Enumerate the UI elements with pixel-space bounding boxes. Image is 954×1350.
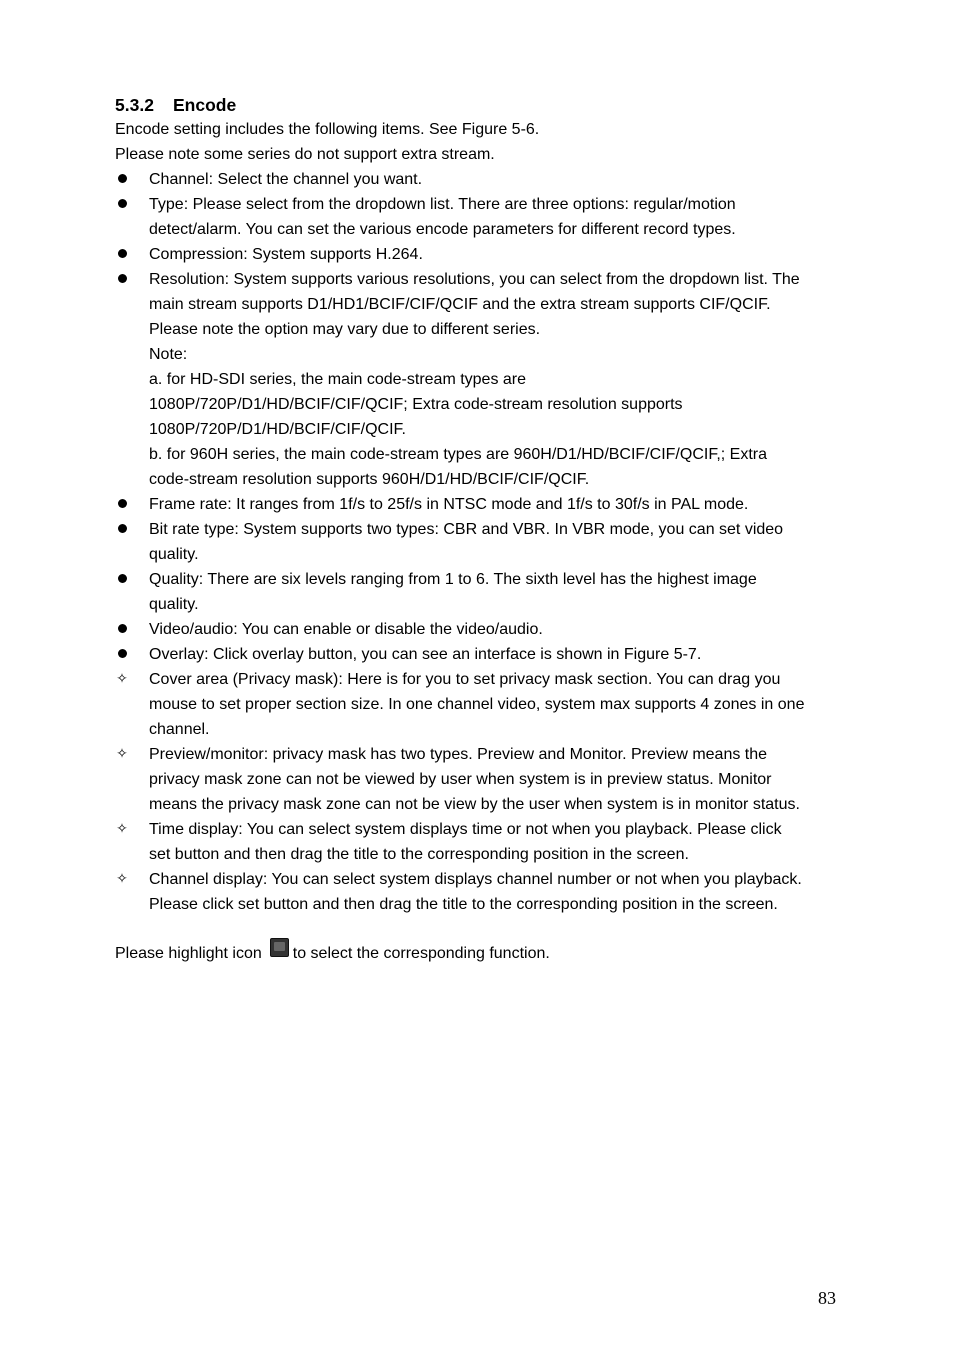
- square-select-icon: [270, 938, 289, 957]
- highlight-instruction: [115, 938, 550, 968]
- list-item-line: Frame rate: It ranges from 1f/s to 25f/s in NTSC mode and 1f/s to 30f/s in PAL mode.: [149, 496, 749, 513]
- list-item-line: quality.: [149, 596, 199, 613]
- list-item-line: Time display: You can select system displays time or not when you playback. Please click: [149, 821, 782, 838]
- list-item-line: privacy mask zone can not be viewed by user when system is in preview status. Monitor: [149, 771, 772, 788]
- list-item: [115, 267, 875, 492]
- list-item: [115, 817, 875, 867]
- bullet-icon: [115, 517, 129, 542]
- list-item-line: channel.: [149, 721, 210, 738]
- list-item-line: Channel display: You can select system displays channel number or not when you playback.: [149, 871, 802, 888]
- list-item: [115, 567, 875, 617]
- list-item-line: b. for 960H series, the main code-stream types are 960H/D1/HD/BCIF/CIF/QCIF,; Extra: [149, 446, 767, 463]
- list-item-line: Preview/monitor: privacy mask has two types. Preview and Monitor. Preview means the: [149, 746, 768, 763]
- bullet-icon: [115, 642, 129, 667]
- bullet-icon: [115, 492, 129, 517]
- list-item-line: Overlay: Click overlay button, you can see an interface is shown in Figure 5-7.: [149, 646, 702, 663]
- bullet-icon: [115, 617, 129, 642]
- diamond-bullet-icon: ✧: [116, 821, 128, 837]
- list-item-line: Bit rate type: System supports two types: CBR and VBR. In VBR mode, you can set video: [149, 521, 784, 538]
- section-title: Encode: [173, 95, 237, 115]
- list-item: [115, 667, 875, 742]
- list-item: [115, 192, 875, 242]
- list-item-line: Please click set button and then drag the title to the corresponding position in the screen.: [149, 896, 778, 913]
- list-item-line: detect/alarm. You can set the various encode parameters for different record types.: [149, 221, 736, 238]
- list-item: [115, 492, 875, 517]
- list-item-line: 1080P/720P/D1/HD/BCIF/CIF/QCIF; Extra code-stream resolution supports: [149, 396, 683, 413]
- bullet-icon: [115, 567, 129, 592]
- list-item-line: quality.: [149, 546, 199, 563]
- intro-line: Please note some series do not support extra stream.: [115, 146, 495, 163]
- bullet-icon: [115, 167, 129, 192]
- list-item: [115, 167, 875, 192]
- diamond-bullet-icon: ✧: [116, 671, 128, 687]
- list-item-line: Resolution: System supports various resolutions, you can select from the dropdown list. The: [149, 271, 800, 288]
- list-item: [115, 242, 875, 267]
- bullet-icon: [115, 242, 129, 267]
- page-number: 83: [818, 1288, 836, 1308]
- list-item-line: Channel: Select the channel you want.: [149, 171, 423, 188]
- list-item: [115, 642, 875, 667]
- list-item-line: set button and then drag the title to the corresponding position in the screen.: [149, 846, 689, 863]
- list-item-line: mouse to set proper section size. In one channel video, system max supports 4 zones in one: [149, 696, 805, 713]
- list-item-line: Note:: [149, 346, 188, 363]
- list-item-line: Compression: System supports H.264.: [149, 246, 423, 263]
- list-item: [115, 867, 875, 917]
- list-item: [115, 742, 875, 817]
- list-item-line: main stream supports D1/HD1/BCIF/CIF/QCIF and the extra stream supports CIF/QCIF.: [149, 296, 771, 313]
- list-item: [115, 517, 875, 567]
- list-item: [115, 617, 875, 642]
- bullet-icon: [115, 192, 129, 217]
- list-item-line: Cover area (Privacy mask): Here is for you to set privacy mask section. You can drag you: [149, 671, 781, 688]
- intro-line: Encode setting includes the following items. See Figure 5-6.: [115, 121, 540, 138]
- diamond-bullet-icon: ✧: [116, 871, 128, 887]
- bullet-icon: [115, 267, 129, 292]
- list-item-line: a. for HD-SDI series, the main code-stream types are: [149, 371, 527, 388]
- feature-list: [115, 167, 875, 917]
- section-heading: [115, 93, 236, 117]
- list-item-line: code-stream resolution supports 960H/D1/HD/BCIF/CIF/QCIF.: [149, 471, 590, 488]
- highlight-text-after: to select the corresponding function.: [292, 945, 550, 962]
- diamond-bullet-icon: ✧: [116, 746, 128, 762]
- list-item-line: Quality: There are six levels ranging from 1 to 6. The sixth level has the highest image: [149, 571, 757, 588]
- list-item-line: Please note the option may vary due to different series.: [149, 321, 541, 338]
- list-item-line: means the privacy mask zone can not be view by the user when system is in monitor status.: [149, 796, 800, 813]
- list-item-line: 1080P/720P/D1/HD/BCIF/CIF/QCIF.: [149, 421, 406, 438]
- list-item-line: Type: Please select from the dropdown list. There are three options: regular/motion: [149, 196, 736, 213]
- section-number: 5.3.2: [115, 95, 154, 115]
- highlight-text-before: Please highlight icon: [115, 945, 262, 962]
- list-item-line: Video/audio: You can enable or disable the video/audio.: [149, 621, 543, 638]
